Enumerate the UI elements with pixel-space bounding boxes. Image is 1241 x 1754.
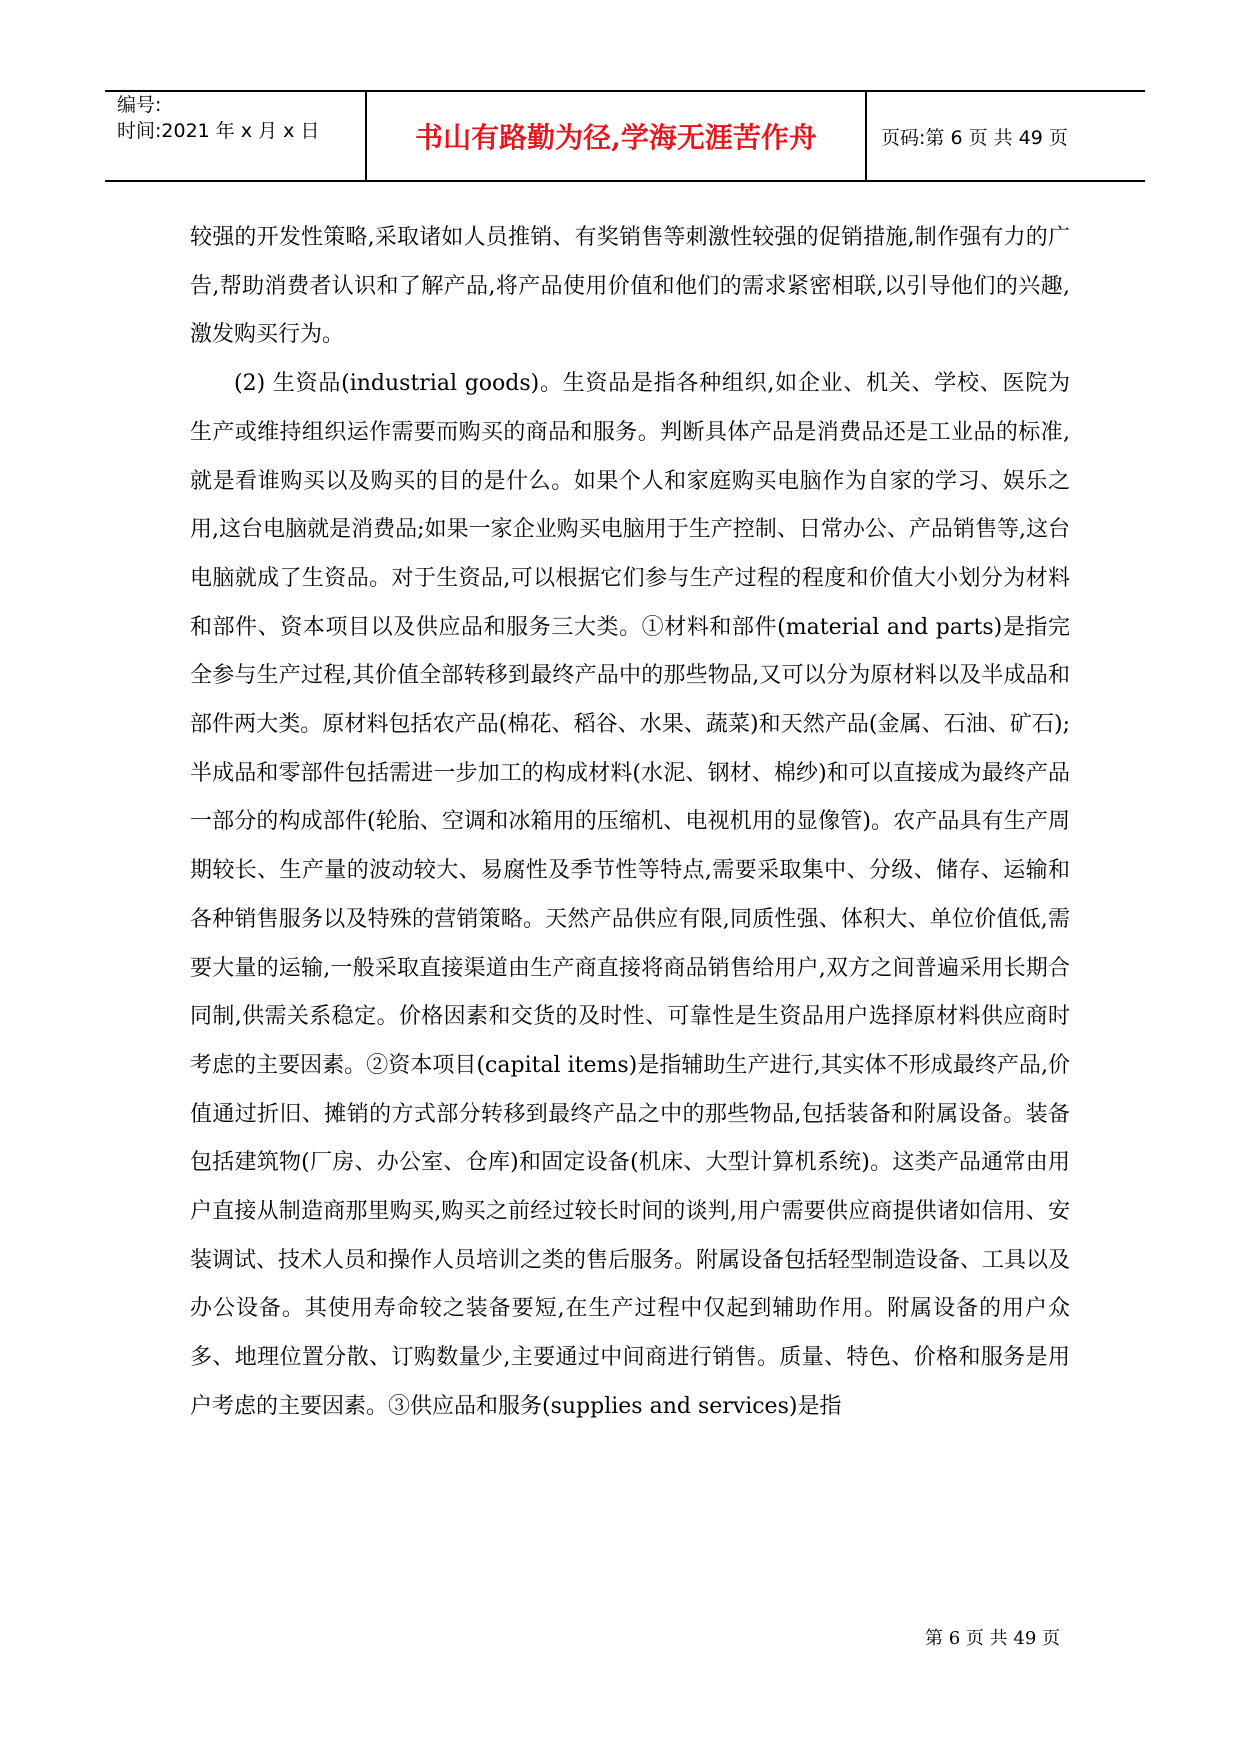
header-page-code: 页码:第 6 页 共 49 页 (881, 126, 1068, 149)
document-number-label: 编号: (117, 94, 162, 116)
header-motto: 书山有路勤为径,学海无涯苦作舟 (367, 92, 867, 180)
paragraph-1: 较强的开发性策略,采取诸如人员推销、有奖销售等刺激性较强的促销措施,制作强有力的广告,帮助消费者认识和了解产品,将产品使用价值和他们的需求紧密相联,以引导他们的兴趣,激发购买行为。 (190, 225, 1070, 348)
document-time: 时间:2021 年 x 月 x 日 (117, 120, 320, 142)
document-body (190, 214, 1070, 1432)
page-footer: 第 6 页 共 49 页 (925, 1628, 1060, 1649)
header-info-cell (105, 92, 367, 180)
page-header (105, 90, 1145, 182)
paragraph-2: (2) 生资品(industrial goods)。生资品是指各种组织,如企业、机关、学校、医院为生产或维持组织运作需要而购买的商品和服务。判断具体产品是消费品还是工业品的标准,就是看谁购买以及购买的目的是什么。如果个人和家庭购买电脑作为自家的学习、娱乐之用,这台电脑就是消费品;如果一家企业购买电脑用于生产控制、日常办公、产品销售等,这台电脑就成了生资品。对于生资品,可以根据它们参与生产过程的程度和价值大小划分为材料和部件、资本项目以及供应品和服务三大类。①材料和部件(material and parts)是指完全参与生产过程,其价值全部转移到最终产品中的那些物品,又可以分为原材料以及半成品和部件两大类。原材料包括农产品(棉花、稻谷、水果、蔬菜)和天然产品(金属、石油、矿石);半成品和零部件包括需进一步加工的构成材料(水泥、钢材、棉纱)和可以直接成为最终产品一部分的构成部件(轮胎、空调和冰箱用的压缩机、电视机用的显像管)。农产品具有生产周期较长、生产量的波动较大、易腐性及季节性等特点,需要采取集中、分级、储存、运输和各种销售服务以及特殊的营销策略。天然产品供应有限,同质性强、体积大、单位价值低,需要大量的运输,一般采取直接渠道由生产商直接将商品销售给用户,双方之间普遍采用长期合同制,供需关系稳定。价格因素和交货的及时性、可靠性是生资品用户选择原材料供应商时考虑的主要因素。②资本项目(capital items)是指辅助生产进行,其实体不形成最终产品,价值通过折旧、摊销的方式部分转移到最终产品之中的那些物品,包括装备和附属设备。装备包括建筑物(厂房、办公室、仓库)和固定设备(机床、大型计算机系统)。这类产品通常由用户直接从制造商那里购买,购买之前经过较长时间的谈判,用户需要供应商提供诸如信用、安装调试、技术人员和操作人员培训之类的售后服务。附属设备包括轻型制造设备、工具以及办公设备。其使用寿命较之装备要短,在生产过程中仅起到辅助作用。附属设备的用户众多、地理位置分散、订购数量少,主要通过中间商进行销售。质量、特色、价格和服务是用户考虑的主要因素。③供应品和服务(supplies and services)是指 (190, 371, 1071, 1419)
